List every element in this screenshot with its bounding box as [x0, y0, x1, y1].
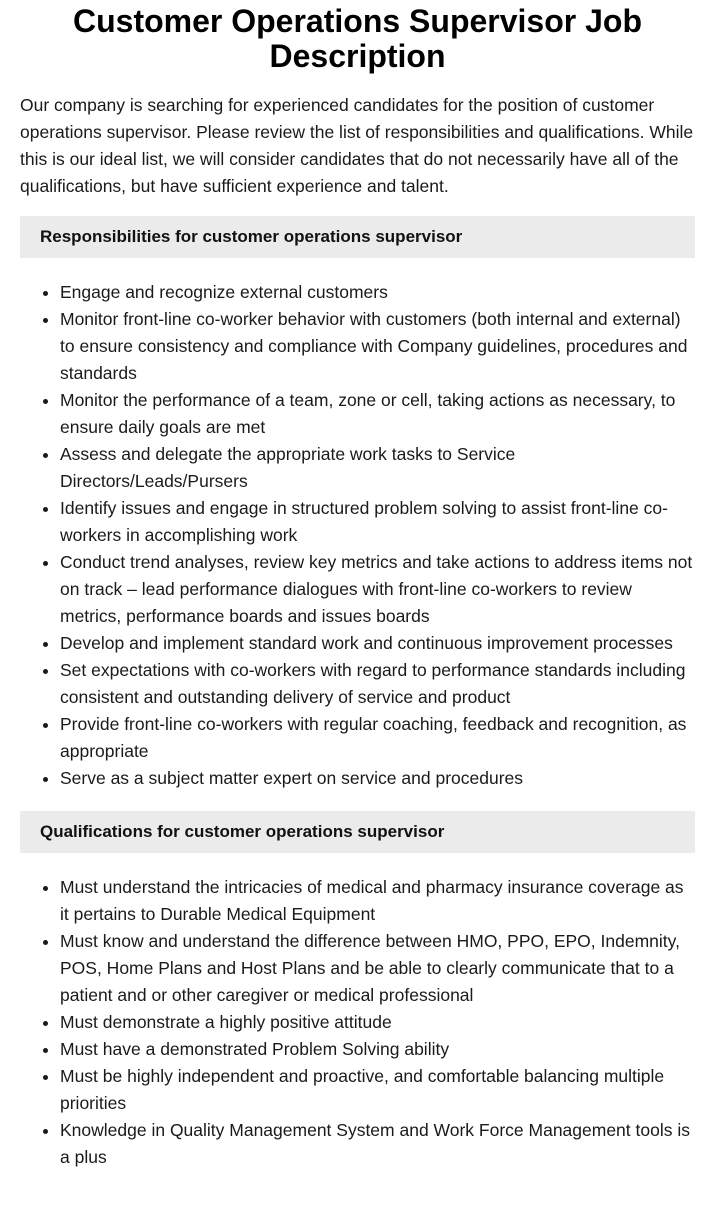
- list-item: • Monitor front-line co-worker behavior with customers (both internal and external) to ensure consistency and compliance with Company guidelines, procedures and standards: [60, 306, 695, 387]
- list-item: • Develop and implement standard work and continuous improvement processes: [60, 630, 695, 657]
- list-item: • Must have a demonstrated Problem Solving ability: [60, 1036, 695, 1063]
- list-item: • Provide front-line co-workers with regular coaching, feedback and recognition, as appropriate: [60, 711, 695, 765]
- list-item: • Must understand the intricacies of medical and pharmacy insurance coverage as it pertains to Durable Medical Equipment: [60, 874, 695, 928]
- list-item: • Monitor the performance of a team, zone or cell, taking actions as necessary, to ensure daily goals are met: [60, 387, 695, 441]
- intro-paragraph: Our company is searching for experienced candidates for the position of customer operations supervisor. Please review the list of responsibilities and qualifications. While this is our ideal list, we will consider candidates that do not necessarily have all of the qualifications, but have sufficient experience and talent.: [20, 95, 694, 196]
- list-item: • Knowledge in Quality Management System and Work Force Management tools is a plus: [60, 1117, 695, 1171]
- list-item: • Must be highly independent and proactive, and comfortable balancing multiple priorities: [60, 1063, 695, 1117]
- list-item: • Serve as a subject matter expert on service and procedures: [60, 765, 695, 792]
- list-item: • Identify issues and engage in structured problem solving to assist front-line co-workers in accomplishing work: [60, 495, 695, 549]
- list-item: • Assess and delegate the appropriate work tasks to Service Directors/Leads/Pursers: [60, 441, 695, 495]
- list-item: • Engage and recognize external customers: [60, 279, 695, 306]
- qualifications-heading: Qualifications for customer operations supervisor: [20, 811, 695, 853]
- list-item: • Must know and understand the difference between HMO, PPO, EPO, Indemnity, POS, Home Plans and Host Plans and be able to clearly communicate that to a patient and or other caregiver or medical professional: [60, 928, 695, 1009]
- list-item: • Conduct trend analyses, review key metrics and take actions to address items not on track – lead performance dialogues with front-line co-workers to review metrics, performance boards and issues boards: [60, 549, 695, 630]
- responsibilities-heading: Responsibilities for customer operations supervisor: [20, 216, 695, 258]
- page-title: Customer Operations Supervisor Job Description: [72, 3, 642, 74]
- job-description: [0, 4, 720, 1171]
- responsibilities-list: [20, 279, 695, 792]
- qualifications-list: [20, 874, 695, 1171]
- list-item: • Set expectations with co-workers with regard to performance standards including consistent and outstanding delivery of service and product: [60, 657, 695, 711]
- list-item: • Must demonstrate a highly positive attitude: [60, 1009, 695, 1036]
